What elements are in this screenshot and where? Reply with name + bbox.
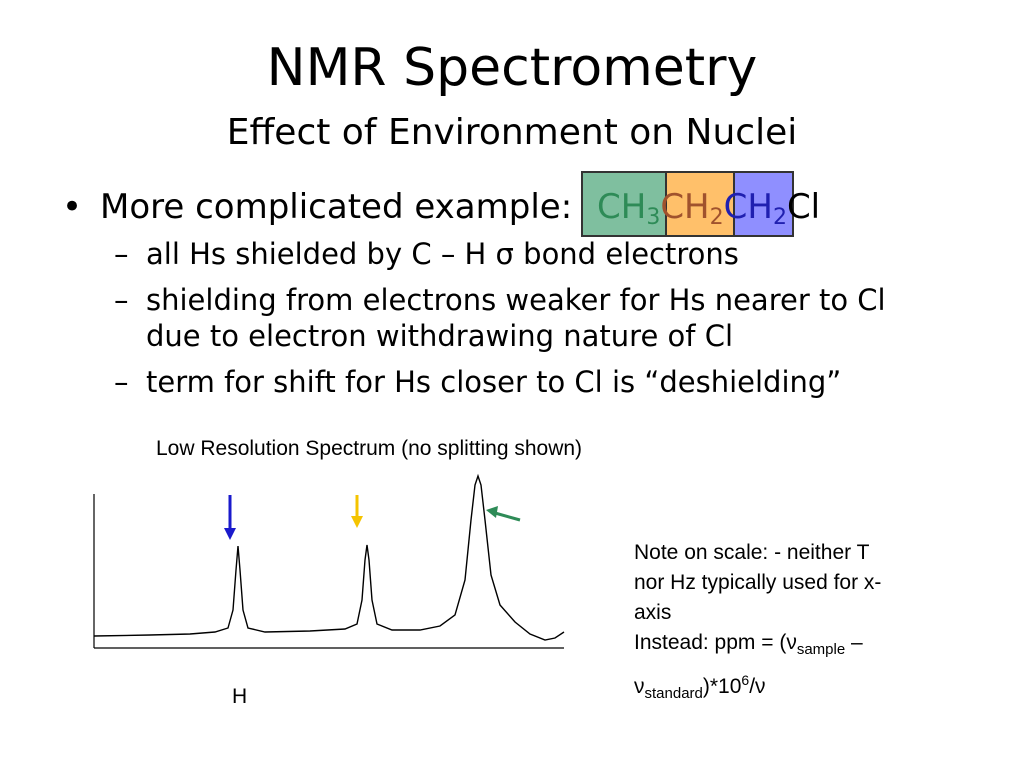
sub-bullet-text: shielding from electrons weaker for Hs nearer to Cl <box>146 283 886 317</box>
bullet-text: More complicated example: <box>100 187 573 227</box>
note-line-5: $\nu_{standard})*10^6/\nu$ <box>634 672 766 703</box>
spectrum-axis-label: H <box>232 685 248 708</box>
formula-ch2b: $CH_2$ <box>723 187 787 230</box>
formula-ch3: $CH_3$ <box>597 187 661 230</box>
bullet-dot: • <box>62 187 83 227</box>
note-line-2: nor Hz typically used for x- <box>634 571 882 594</box>
formula-cl: Cl <box>786 187 821 227</box>
scale-note <box>634 538 954 709</box>
formula-ch2a: $CH_2$ <box>660 187 724 230</box>
note-line-4: Instead: ppm = ($\nu_{sample}$ – <box>634 631 863 659</box>
note-line-1: Note on scale: - neither T <box>634 541 870 564</box>
spectrum-trace <box>94 476 564 640</box>
note-line-3: axis <box>634 601 672 624</box>
blue-arrow <box>224 495 236 540</box>
sub-bullet-text: term for shift for Hs closer to Cl is “deshielding” <box>146 365 842 399</box>
sub-bullet-dash: – <box>114 283 129 317</box>
yellow-arrow <box>351 495 363 528</box>
sub-bullet-dash: – <box>114 237 129 271</box>
sub-bullet-text: all Hs shielded by C – H σ bond electrons <box>146 237 739 271</box>
spectrum-caption: Low Resolution Spectrum (no splitting shown) <box>156 437 583 460</box>
slide-title: NMR Spectrometry <box>266 38 758 98</box>
slide-subtitle: Effect of Environment on Nuclei <box>226 112 798 153</box>
sub-bullet-dash: – <box>114 365 129 399</box>
sub-bullet-2-continuation: due to electron withdrawing nature of Cl <box>146 319 733 353</box>
green-arrow <box>486 506 520 520</box>
